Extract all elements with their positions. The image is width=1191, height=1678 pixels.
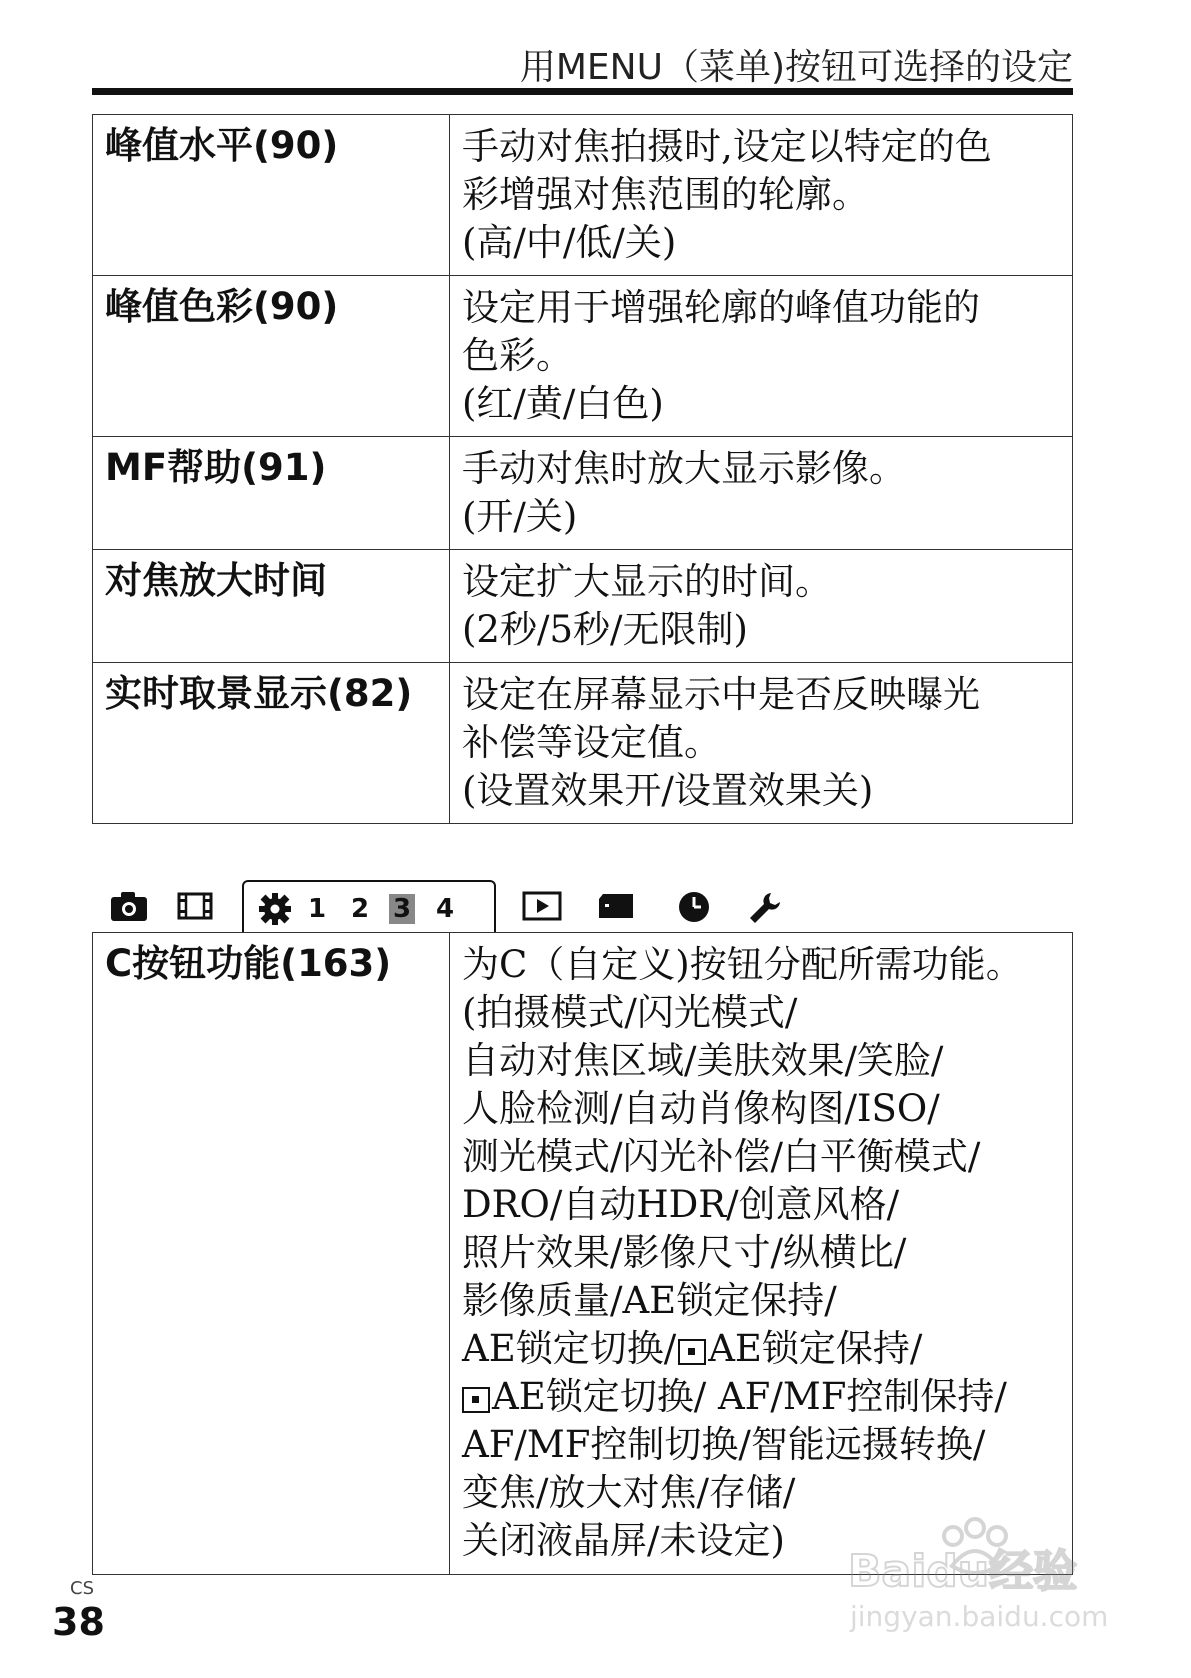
desc-line: 测光模式/闪光补偿/白平衡模式/ (462, 1135, 981, 1178)
desc-line: 设定用于增强轮廓的峰值功能的 (462, 286, 980, 329)
table-row (93, 437, 1073, 550)
header-rule (92, 88, 1073, 95)
wrench-icon (747, 890, 783, 930)
desc-line: 影像质量/AE锁定保持/ (462, 1279, 837, 1322)
setting-description (450, 933, 1073, 1575)
table-row (93, 276, 1073, 437)
desc-text: AE锁定切换/ AF/MF控制保持/ (492, 1375, 1007, 1418)
table-row (93, 550, 1073, 663)
spot-metering-icon (462, 1387, 490, 1413)
desc-text: AE锁定切换/ (462, 1327, 677, 1370)
desc-line: 照片效果/影像尺寸/纵横比/ (462, 1231, 907, 1274)
desc-text: AE锁定保持/ (708, 1327, 923, 1370)
desc-line: 人脸检测/自动肖像构图/ISO/ (462, 1087, 940, 1130)
watermark-url: jingyan.baidu.com (850, 1600, 1109, 1633)
desc-line: 补偿等设定值。 (462, 721, 721, 764)
settings-table-1 (92, 114, 1073, 824)
memory-card-icon (597, 890, 637, 926)
desc-line: (2秒/5秒/无限制) (462, 608, 748, 651)
tab-page-3[interactable]: 3 (389, 894, 415, 924)
desc-line: 设定在屏幕显示中是否反映曝光 (462, 673, 980, 716)
desc-line: (拍摄模式/闪光模式/ (462, 991, 798, 1034)
menu-tab-bar (92, 880, 1073, 932)
setting-name: C按钮功能(163) (93, 933, 450, 1575)
desc-line (462, 1325, 1060, 1373)
desc-line: (高/中/低/关) (462, 221, 677, 264)
setting-description (450, 663, 1073, 824)
desc-line: DRO/自动HDR/创意风格/ (462, 1183, 900, 1226)
setting-name: 实时取景显示(82) (93, 663, 450, 824)
watermark-brand: Baidu经验 (848, 1546, 1078, 1597)
page-number: 38 (52, 1600, 105, 1644)
desc-line: 关闭液晶屏/未设定) (462, 1519, 785, 1562)
desc-line: 手动对焦时放大显示影像。 (462, 447, 906, 490)
desc-line: 设定扩大显示的时间。 (462, 560, 832, 603)
desc-line (462, 1373, 1060, 1421)
setting-name: 峰值色彩(90) (93, 276, 450, 437)
desc-line: AF/MF控制切换/智能远摄转换/ (462, 1423, 986, 1466)
spot-metering-icon (678, 1339, 706, 1365)
desc-line: 彩增强对焦范围的轮廓。 (462, 173, 869, 216)
movie-film-icon (176, 890, 214, 926)
settings-table-2 (92, 932, 1073, 1575)
page-header-title: 用MENU（菜单)按钮可选择的设定 (519, 47, 1073, 88)
setting-description (450, 115, 1073, 276)
desc-line: 变焦/放大对焦/存储/ (462, 1471, 796, 1514)
table-row (93, 663, 1073, 824)
tab-page-1[interactable]: 1 (307, 894, 327, 924)
language-code: CS (70, 1578, 94, 1599)
baidu-watermark (848, 1508, 1148, 1638)
setting-description (450, 550, 1073, 663)
camera-icon (110, 890, 148, 926)
desc-line: 为C（自定义)按钮分配所需功能。 (462, 943, 1023, 986)
desc-line: (开/关) (462, 495, 578, 538)
tab-page-2[interactable]: 2 (350, 894, 370, 924)
custom-settings-tab-group[interactable] (242, 880, 496, 932)
table-row (93, 933, 1073, 1575)
tab-page-4[interactable]: 4 (435, 894, 455, 924)
playback-icon (522, 890, 562, 926)
setting-name: 对焦放大时间 (93, 550, 450, 663)
setting-description (450, 437, 1073, 550)
desc-line: 手动对焦拍摄时,设定以特定的色 (462, 125, 992, 168)
desc-line: (设置效果开/设置效果关) (462, 769, 874, 812)
gear-icon (258, 892, 292, 930)
table-row (93, 115, 1073, 276)
setting-description (450, 276, 1073, 437)
desc-line: (红/黄/白色) (462, 382, 664, 425)
desc-line: 自动对焦区域/美肤效果/笑脸/ (462, 1039, 944, 1082)
desc-line: 色彩。 (462, 334, 573, 377)
setting-name: MF帮助(91) (93, 437, 450, 550)
clock-icon (677, 890, 711, 928)
setting-name: 峰值水平(90) (93, 115, 450, 276)
